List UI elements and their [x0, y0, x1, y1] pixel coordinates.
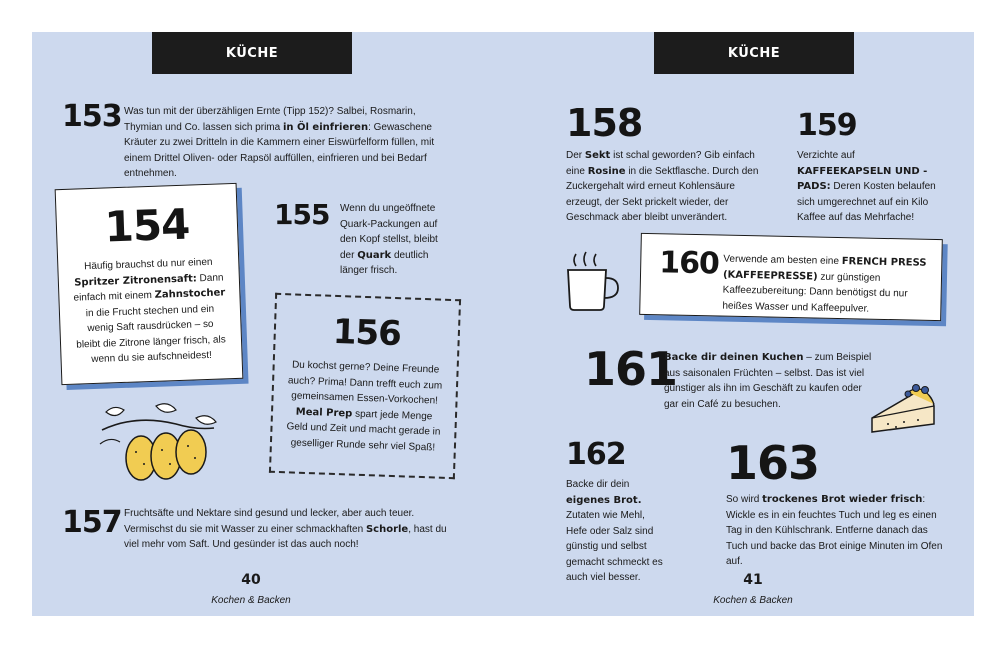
tip-162-number: 162 — [566, 437, 626, 472]
tip-162-text: Backe dir dein eigenes Brot. Zutaten wie Mehl, Hefe oder Salz sind günstig und selbst gemacht schmeckt es auch viel besser. — [566, 479, 663, 583]
tip-154-text: Häufig brauchst du nur einen Spritzer Zitronensaft: Dann einfach mit einem Zahnstocher in die Frucht stechen und ein wenig Saft rausdrücken – so bleibt die Zitrone länger frisch, als wenn du sie aufschneidest! — [73, 256, 226, 366]
tip-154-number: 154 — [103, 199, 191, 252]
tip-155-text: Wenn du ungeöffnete Quark-Packungen auf den Kopf stellst, bleibt der Quark deutlich länger frisch. — [340, 203, 438, 276]
tip-160-number: 160 — [658, 245, 720, 282]
left-page-number: 40 — [241, 572, 261, 588]
tip-159-text: Verzichte auf KAFFEEKAPSELN UND -PADS: Deren Kosten belaufen sich umgerechnet auf ein Kilo Kaffee auf das Mehrfache! — [797, 150, 936, 223]
tip-153-number: 153 — [62, 99, 122, 134]
tip-161-number: 161 — [584, 342, 678, 396]
tip-159-number: 159 — [797, 108, 857, 143]
tip-156-text: Du kochst gerne? Deine Freunde auch? Prima! Dann trefft euch zum gemeinsamen Essen-Vorkochen! Meal Prep spart jede Menge Geld und Zeit und macht gerade in geselliger Runde sehr viel Spaß! — [286, 359, 443, 453]
tip-155-number: 155 — [274, 198, 330, 231]
tip-157-number: 157 — [62, 505, 122, 540]
tip-158-number: 158 — [566, 101, 643, 145]
tip-161-text: Backe dir deinen Kuchen – zum Beispiel aus saisonalen Früchten – selbst. Das ist viel günstiger als ihn im Geschäft zu kaufen oder gar ein Café zu besuchen. — [664, 352, 872, 410]
tip-153-text: Was tun mit der überzähligen Ernte (Tipp 152)? Salbei, Rosmarin, Thymian und Co. lassen sich prima in Öl einfrieren: Gewaschene Kräuter zu zwei Dritteln in die Kammern einer Eiswürfelform füllen, mit einem Drittel Oliven- oder Rapsöl auffüllen, einfrieren und bei Bedarf entnehmen. — [124, 106, 435, 179]
tip-157-text: Fruchtsäfte und Nektare sind gesund und lecker, aber auch teuer. Vermischst du sie mit Wasser zu einer schmackhaften Schorle, hast du viel mehr vom Saft. Und gesünder ist das auch noch! — [124, 508, 447, 550]
tip-156-number: 156 — [332, 311, 402, 355]
tip-160-text: Verwende am besten eine FRENCH PRESS (KAFFEEPRESSE) zur günstigen Kaffeezubereitung: Dann benötigst du nur heißes Wasser und Kaffeepulver. — [722, 253, 927, 315]
right-page-number: 41 — [743, 572, 763, 588]
tip-158-text: Der Sekt ist schal geworden? Gib einfach eine Rosine in die Sektflasche. Durch den Zuckergehalt wird erneut Kohlensäure erzeugt, der Sekt prickelt wieder, der Geschmack aber bleibt unverändert. — [566, 150, 759, 223]
tip-154-card — [55, 183, 244, 385]
tip-156-dashed-box — [269, 293, 461, 479]
tip-163-number: 163 — [726, 436, 820, 490]
left-section-banner: KÜCHE — [152, 32, 352, 74]
tip-163-text: So wird trockenes Brot wieder frisch: Wickle es in ein feuchtes Tuch und leg es einen Tag in den Kühlschrank. Entferne danach das Tuch und backe das Brot einige Minuten im Ofen auf. — [726, 494, 943, 567]
cake-slice-icon — [868, 378, 940, 434]
right-section-banner: KÜCHE — [654, 32, 854, 74]
right-page-label: Kochen & Backen — [713, 595, 793, 606]
lemon-branch-icon — [96, 400, 220, 492]
coffee-mug-icon — [562, 250, 624, 314]
left-page-label: Kochen & Backen — [211, 595, 291, 606]
tip-160-card — [639, 233, 943, 321]
